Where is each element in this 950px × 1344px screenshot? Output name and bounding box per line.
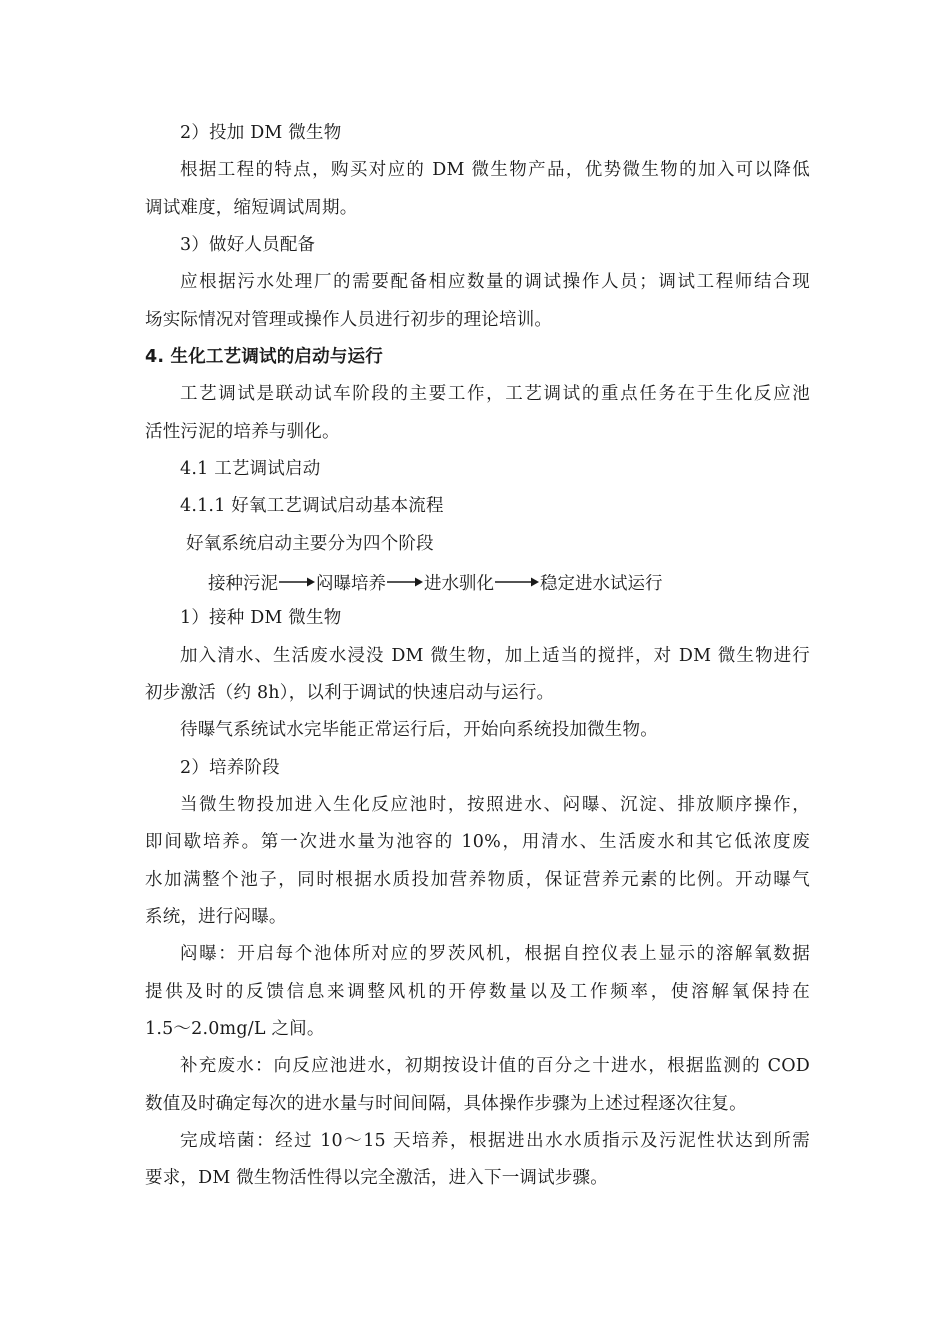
section-heading-4: 4. 生化工艺调试的启动与运行 <box>145 347 383 367</box>
paragraph-line: 根据工程的特点，购买对应的 DM 微生物产品，优势微生物的加入可以降低 <box>180 160 810 180</box>
subsection-heading-4-1-1: 4.1.1 好氧工艺调试启动基本流程 <box>180 496 444 516</box>
paragraph-line: 初步激活（约 8h），以利于调试的快速启动与运行。 <box>145 683 555 703</box>
paragraph-line: 数值及时确定每次的进水量与时间间隔，具体操作步骤为上述过程逐次往复。 <box>145 1094 747 1114</box>
item-heading-add-dm: 2）投加 DM 微生物 <box>180 123 342 143</box>
paragraph-line: 提供及时的反馈信息来调整风机的开停数量以及工作频率，使溶解氧保持在 <box>145 982 810 1002</box>
arrow-right-icon <box>278 571 316 593</box>
paragraph-line: 完成培菌：经过 10～15 天培养，根据进出水水质指示及污泥性状达到所需 <box>180 1131 810 1151</box>
paragraph-line: 即间歇培养。第一次进水量为池容的 10%，用清水、生活废水和其它低浓度废 <box>145 832 810 852</box>
paragraph-line: 应根据污水处理厂的需要配备相应数量的调试操作人员；调试工程师结合现 <box>180 272 810 292</box>
process-flow <box>208 571 663 593</box>
paragraph-line: 场实际情况对管理或操作人员进行初步的理论培训。 <box>145 310 553 330</box>
flow-step: 接种污泥 <box>208 573 278 594</box>
paragraph-line: 水加满整个池子，同时根据水质投加营养物质，保证营养元素的比例。开动曝气 <box>145 870 810 890</box>
paragraph-line: 调试难度，缩短调试周期。 <box>145 198 358 218</box>
subsection-heading-4-1: 4.1 工艺调试启动 <box>180 459 321 479</box>
paragraph-line: 活性污泥的培养与驯化。 <box>145 422 340 442</box>
paragraph-line: 系统，进行闷曝。 <box>145 907 287 927</box>
flow-step: 稳定进水试运行 <box>540 573 663 594</box>
paragraph-line: 工艺调试是联动试车阶段的主要工作，工艺调试的重点任务在于生化反应池 <box>180 384 810 404</box>
arrow-right-icon <box>494 571 540 593</box>
arrow-right-icon <box>386 571 424 593</box>
paragraph-line: 要求，DM 微生物活性得以完全激活，进入下一调试步骤。 <box>145 1168 608 1188</box>
paragraph-line: 当微生物投加进入生化反应池时，按照进水、闷曝、沉淀、排放顺序操作， <box>180 795 810 815</box>
paragraph-line: 待曝气系统试水完毕能正常运行后，开始向系统投加微生物。 <box>180 720 658 740</box>
item-heading-staffing: 3）做好人员配备 <box>180 235 316 255</box>
flow-step: 进水驯化 <box>424 573 494 594</box>
paragraph-line: 加入清水、生活废水浸没 DM 微生物，加上适当的搅拌，对 DM 微生物进行 <box>180 646 810 666</box>
paragraph-line: 闷曝：开启每个池体所对应的罗茨风机，根据自控仪表上显示的溶解氧数据 <box>180 944 810 964</box>
paragraph-line: 补充废水：向反应池进水，初期按设计值的百分之十进水，根据监测的 COD <box>180 1056 810 1076</box>
paragraph-line: 好氧系统启动主要分为四个阶段 <box>186 534 434 554</box>
item-heading-cultivation: 2）培养阶段 <box>180 758 280 778</box>
item-heading-inoculate: 1）接种 DM 微生物 <box>180 608 342 628</box>
paragraph-line: 1.5～2.0mg/L 之间。 <box>145 1019 325 1039</box>
flow-step: 闷曝培养 <box>316 573 386 594</box>
